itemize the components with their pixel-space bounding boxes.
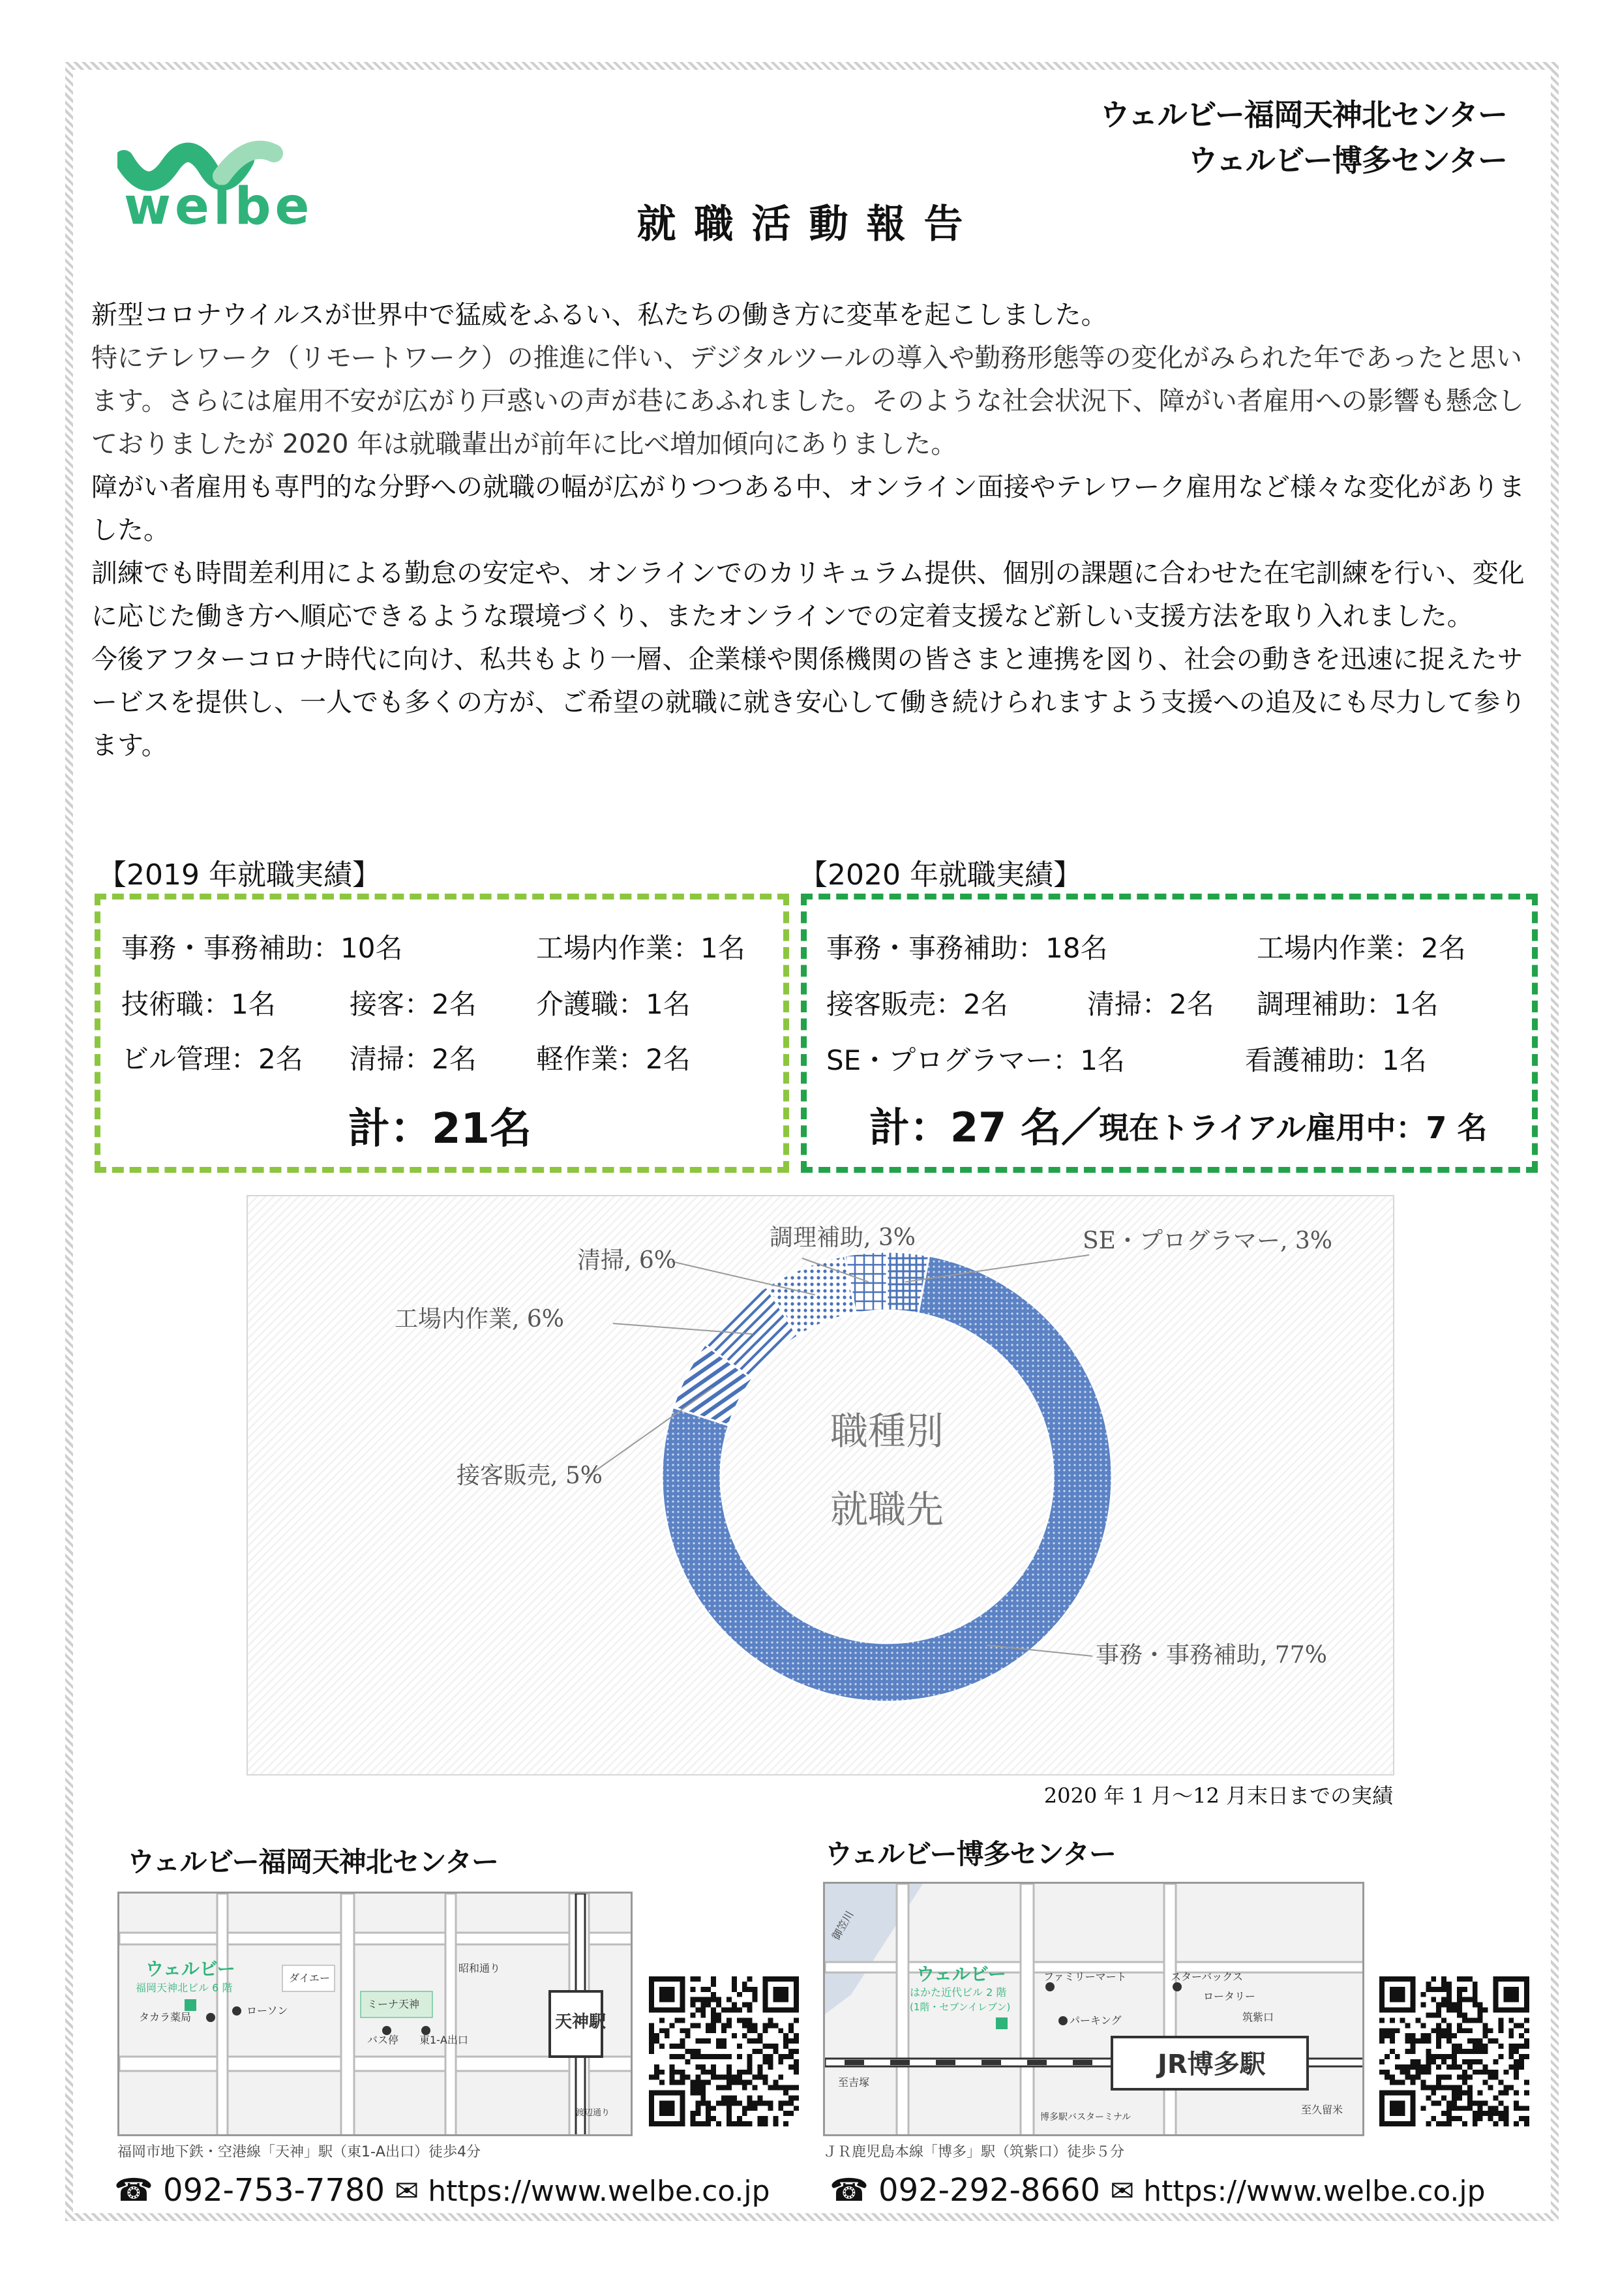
- result-item: 清掃：2名: [1087, 988, 1214, 1020]
- map-label: パーキング: [1070, 2014, 1122, 2027]
- result-item: 事務・事務補助：10名: [121, 932, 403, 964]
- results-2020-total: 計：27 名／: [869, 1104, 1101, 1151]
- org-name-tenjin: ウェルビー福岡天神北センター: [1100, 97, 1507, 132]
- result-item: 軽作業：2名: [536, 1043, 691, 1075]
- result-item: 工場内作業：2名: [1257, 932, 1466, 964]
- result-item: 介護職：1名: [536, 988, 691, 1020]
- result-item: 調理補助：1名: [1257, 988, 1439, 1020]
- map-label: タカラ薬局: [139, 2011, 192, 2023]
- results-2019-box: [95, 894, 789, 1173]
- map-title: ウェルビー: [916, 1963, 1006, 1985]
- result-item: 接客：2名: [350, 988, 477, 1020]
- map-label: ファミリーマート: [1043, 1971, 1127, 1983]
- result-item: ビル管理：2名: [121, 1043, 303, 1075]
- map-label: ローソン: [247, 2004, 288, 2017]
- slice-label: 工場内作業, 6%: [395, 1306, 564, 1333]
- map-sub: (1階・セブンイレブン): [910, 2001, 1011, 2013]
- map-label: 筑紫口: [1242, 2011, 1274, 2023]
- map-label: 東1-A出口: [419, 2034, 468, 2046]
- org-name-hakata: ウェルビー博多センター: [1188, 143, 1507, 178]
- map-sub: 福岡天神北ビル 6 階: [136, 1982, 233, 1994]
- phone-tenjin: ☎ 092-753-7780: [114, 2172, 385, 2209]
- map-label: 御笠川: [830, 1909, 856, 1942]
- result-item: 工場内作業：1名: [536, 932, 745, 964]
- qr-code-icon: [1379, 1976, 1529, 2126]
- intro-paragraph: 特にテレワーク（リモートワーク）の推進に伴い、デジタルツールの導入や勤務形態等の変化がみられた年であったと思います。さらには雇用不安が広がり戸惑いの声が巷にあふれました。そのような社会状況下、障がい者雇用への影響も懸念しておりましたが 2020 年は就職輩出が前年に比べ増加傾向にありました。: [91, 343, 1524, 459]
- slice-label: 接客販売, 5%: [457, 1462, 603, 1489]
- donut-chart: [247, 1195, 1394, 1775]
- map-label: 天神駅: [555, 2012, 607, 2032]
- results-2020-heading: 【2020 年就職実績】: [799, 858, 1082, 892]
- phone-hakata: ☎ 092-292-8660: [830, 2172, 1101, 2209]
- intro-paragraph: 今後アフターコロナ時代に向け、私共もより一層、企業様や関係機関の皆さまと連携を図り、社会の動きを迅速に捉えたサービスを提供し、一人でも多くの方が、ご希望の就職に就き安心して働き続けられますよう支援への追及にも尽力して参ります。: [91, 644, 1526, 761]
- results-2019-heading: 【2019 年就職実績】: [98, 858, 381, 892]
- slice-label: 調理補助, 3%: [770, 1224, 916, 1251]
- qr-code-icon: [649, 1976, 799, 2126]
- results-2020-trial: 現在トライアル雇用中：7 名: [1099, 1110, 1488, 1145]
- contact-hakata: [830, 2172, 1486, 2209]
- map-label: 渡辺通り: [576, 2108, 610, 2118]
- map-label: ロータリー: [1203, 1990, 1256, 2002]
- map-label: 昭和通り: [458, 1962, 501, 1974]
- map-tenjin-drawing: [119, 1894, 633, 2136]
- map-label: 至久留米: [1301, 2104, 1343, 2116]
- intro-paragraph: 訓練でも時間差利用による勤怠の安定や、オンラインでのカリキュラム提供、個別の課題に合わせた在宅訓練を行い、変化に応じた働き方へ順応できるような環境づくり、またオンラインでの定着支援など新しい支援方法を取り入れました。: [91, 558, 1525, 631]
- map-label: バス停: [367, 2034, 399, 2046]
- center-name-hakata: ウェルビー博多センター: [825, 1838, 1116, 1870]
- center-name-tenjin: ウェルビー福岡天神北センター: [127, 1846, 498, 1878]
- map-label: JR博多駅: [1158, 2049, 1266, 2079]
- map-label: スターバックス: [1171, 1971, 1244, 1983]
- logo-text: welbe: [124, 177, 314, 236]
- map-caption-hakata: ＪＲ鹿児島本線「博多」駅（筑紫口）徒歩５分: [823, 2144, 1125, 2160]
- results-2019-total: 計：21名: [348, 1105, 532, 1153]
- result-item: 事務・事務補助：18名: [826, 932, 1108, 964]
- result-item: 清掃：2名: [350, 1043, 477, 1075]
- map-title: ウェルビー: [145, 1958, 235, 1980]
- intro-paragraph: 新型コロナウイルスが世界中で猛威をふるい、私たちの働き方に変革を起こしました。: [91, 300, 1107, 330]
- chart-center-label: 就職先: [830, 1487, 944, 1532]
- chart-center-label: 職種別: [830, 1409, 944, 1453]
- result-item: 接客販売：2名: [826, 988, 1008, 1020]
- map-label: 至吉塚: [838, 2076, 870, 2089]
- slice-label: SE・プログラマー, 3%: [1083, 1228, 1332, 1254]
- result-item: SE・プログラマー：1名: [826, 1044, 1125, 1076]
- map-label: 博多駅バスターミナル: [1040, 2112, 1131, 2122]
- map-tenjin: [117, 1892, 633, 2136]
- result-item: 看護補助：1名: [1245, 1044, 1427, 1076]
- map-sub: はかた近代ビル 2 階: [910, 1986, 1007, 1999]
- map-hakata-drawing: [825, 1884, 1364, 2136]
- donut-chart-svg: [248, 1196, 1396, 1777]
- intro-paragraph: 障がい者雇用も専門的な分野への就職の幅が広がりつつある中、オンライン面接やテレワーク雇用など様々な変化がありました。: [91, 472, 1525, 545]
- contact-tenjin: [114, 2172, 770, 2209]
- map-label: ダイエー: [289, 1972, 331, 1984]
- map-label: ミーナ天神: [367, 1998, 420, 2010]
- page-title: 就職活動報告: [637, 202, 981, 247]
- slice-label: 清掃, 6%: [577, 1247, 676, 1274]
- intro-text: [91, 294, 1533, 767]
- result-item: 技術職：1名: [121, 988, 276, 1020]
- url-hakata: ✉ https://www.welbe.co.jp: [1110, 2175, 1486, 2208]
- map-caption-tenjin: 福岡市地下鉄・空港線「天神」駅（東1-A出口）徒歩4分: [117, 2144, 481, 2160]
- url-tenjin: ✉ https://www.welbe.co.jp: [395, 2175, 770, 2208]
- map-hakata: [823, 1882, 1364, 2136]
- results-2020-box: [801, 894, 1538, 1173]
- slice-label: 事務・事務補助, 77%: [1096, 1642, 1327, 1669]
- chart-note: 2020 年 1 月～12 月末日までの実績: [1043, 1783, 1393, 1808]
